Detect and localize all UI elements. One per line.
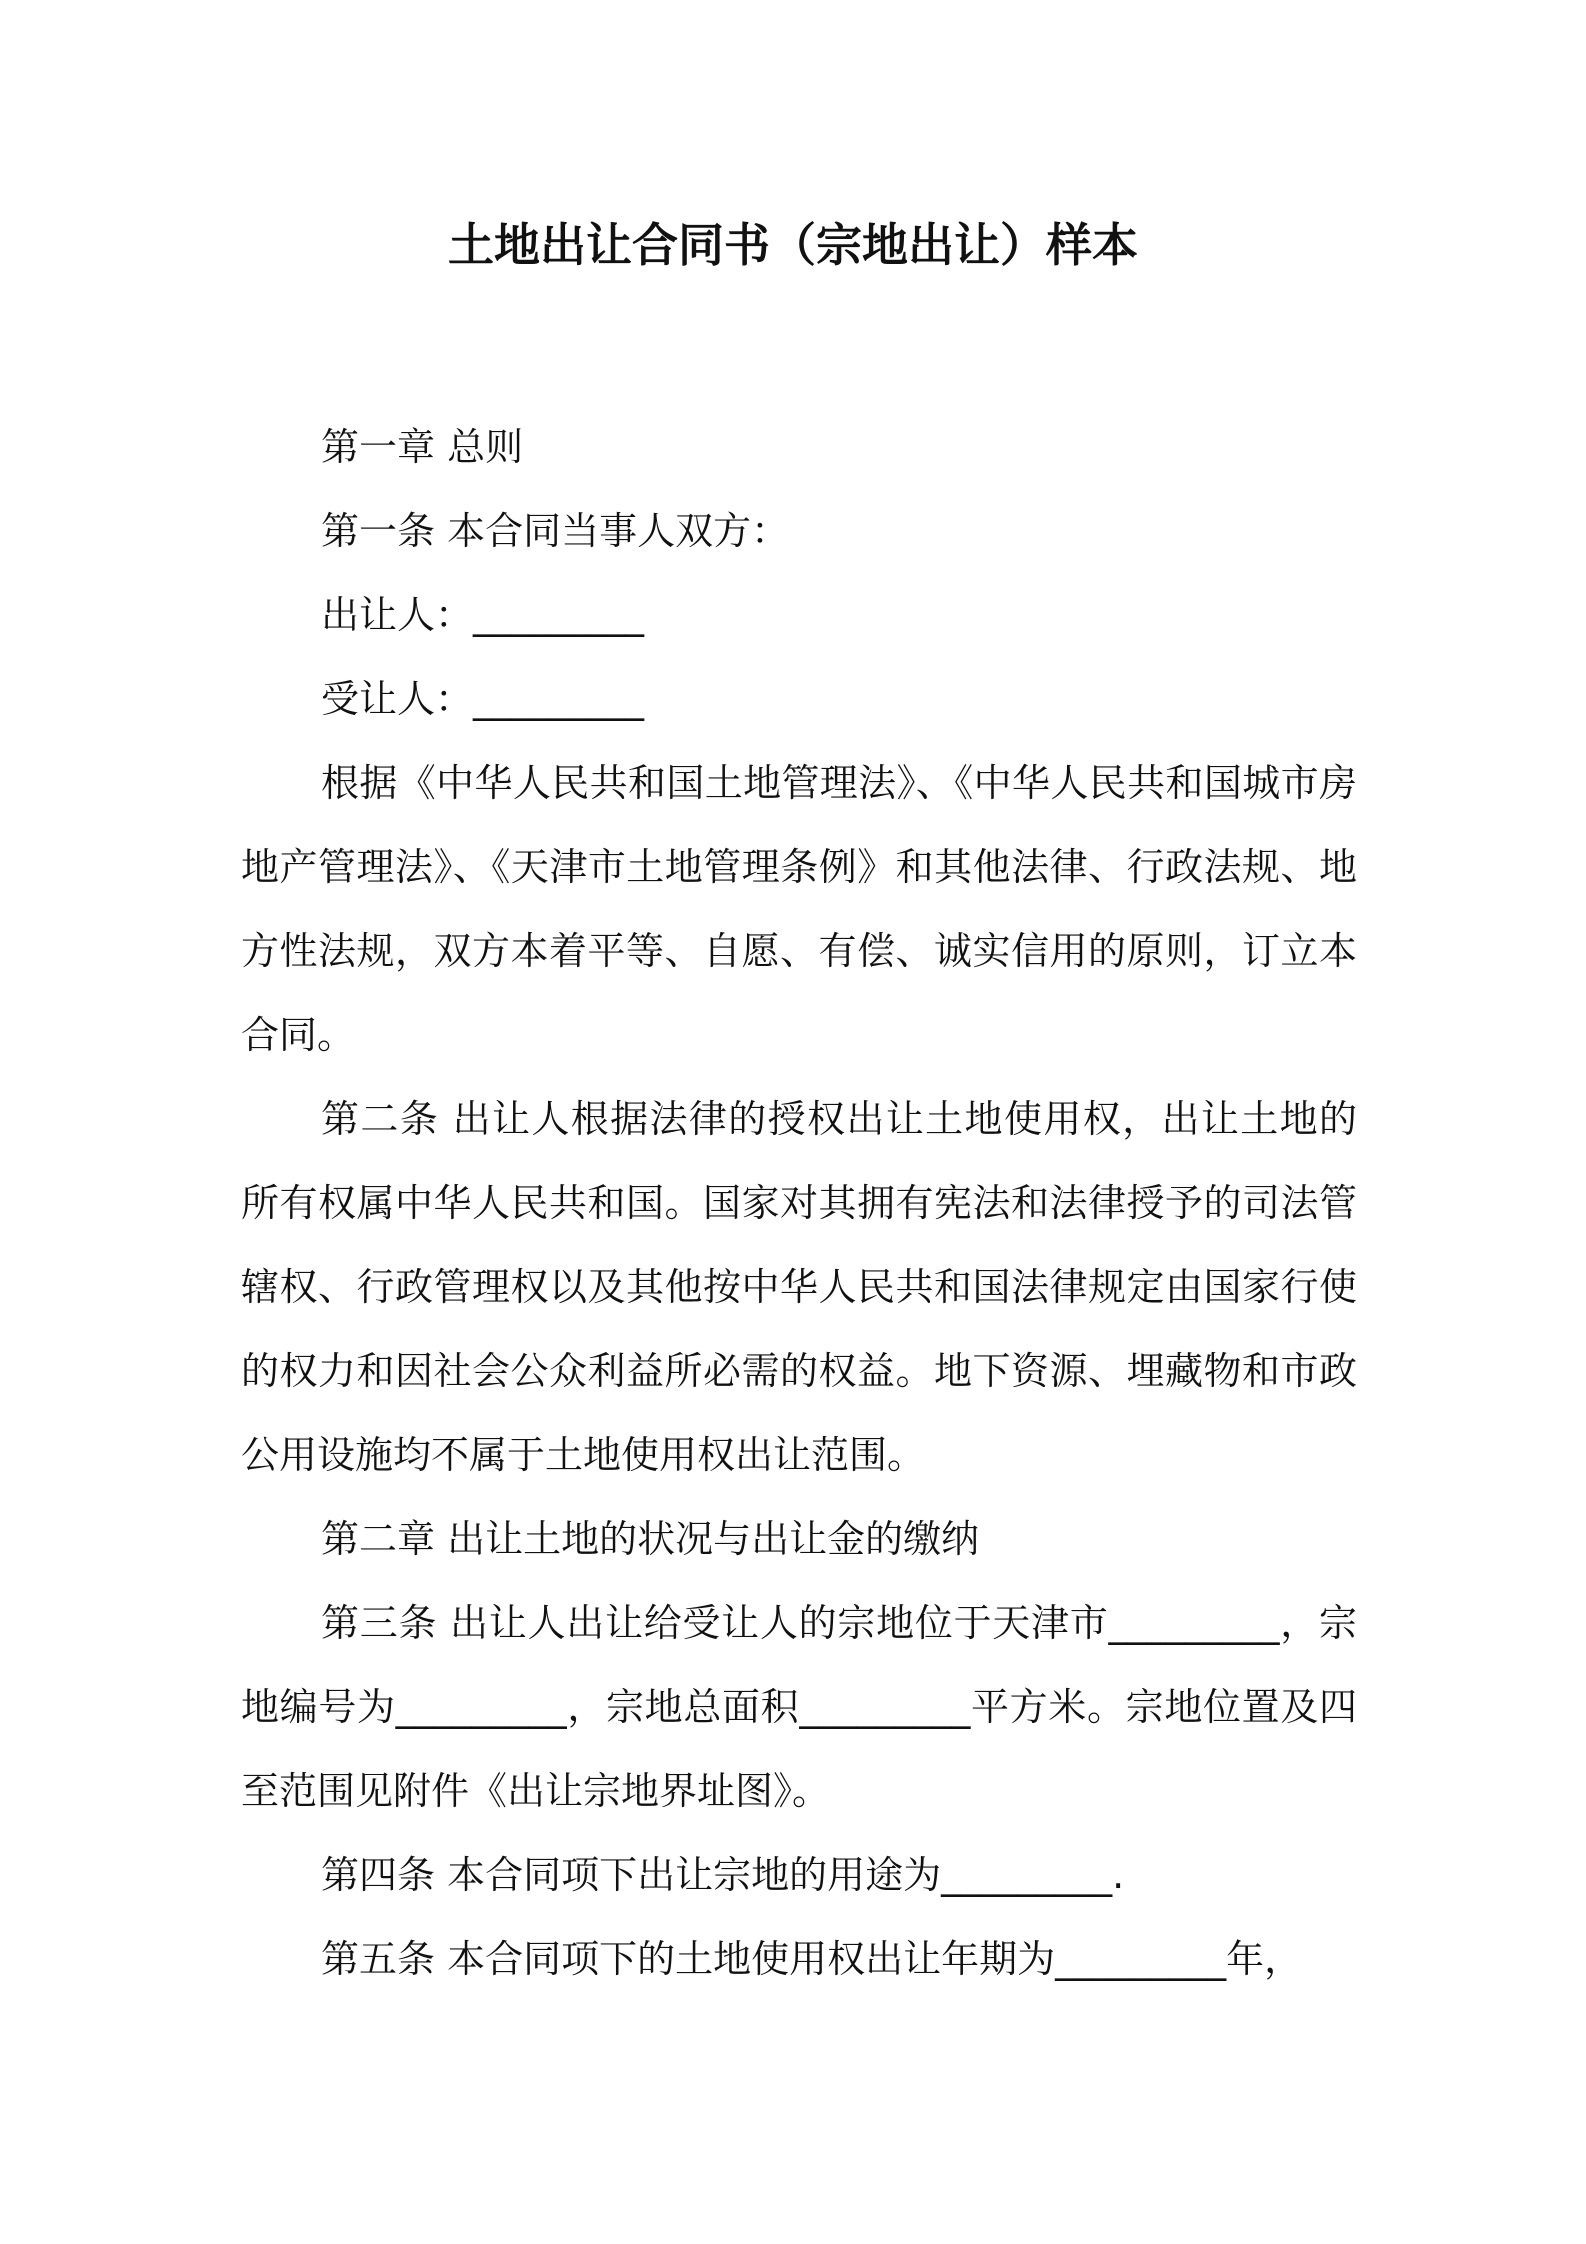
article-paragraph: 第一条 本合同当事人双方： — [321, 509, 790, 553]
article-paragraph: 第五条 本合同项下的土地使用权出让年期为_________年， — [321, 1937, 1303, 1981]
document-body — [241, 405, 1357, 2001]
article-paragraph: 第二条 出让人根据法律的授权出让土地使用权，出让土地的所有权属中华人民共和国。国家对其拥有宪法和法律授予的司法管辖权、行政管理权以及其他按中华人民共和国法律规定由国家行使的权力和因社会公众利益所必需的权益。地下资源、埋藏物和市政公用设施均不属于土地使用权出让范围。 — [241, 1097, 1357, 1477]
article-paragraph: 第三条 出让人出让给受让人的宗地位于天津市_________，宗地编号为_________，宗地总面积_________平方米。宗地位置及四至范围见附件《出让宗地界址图》。 — [241, 1601, 1357, 1813]
chapter-heading: 第一章 总则 — [321, 425, 524, 469]
document-title: 土地出让合同书（宗地出让）样本 — [448, 218, 1138, 272]
article-paragraph: 第四条 本合同项下出让宗地的用途为_________. — [321, 1853, 1125, 1897]
party-line: 受让人：_________ — [321, 677, 645, 721]
chapter-heading: 第二章 出让土地的状况与出让金的缴纳 — [321, 1517, 980, 1561]
body-paragraph: 根据《中华人民共和国土地管理法》、《中华人民共和国城市房地产管理法》、《天津市土地管理条例》和其他法律、行政法规、地方性法规，双方本着平等、自愿、有偿、诚实信用的原则，订立本合同。 — [241, 761, 1357, 1057]
party-line: 出让人：_________ — [321, 593, 645, 637]
